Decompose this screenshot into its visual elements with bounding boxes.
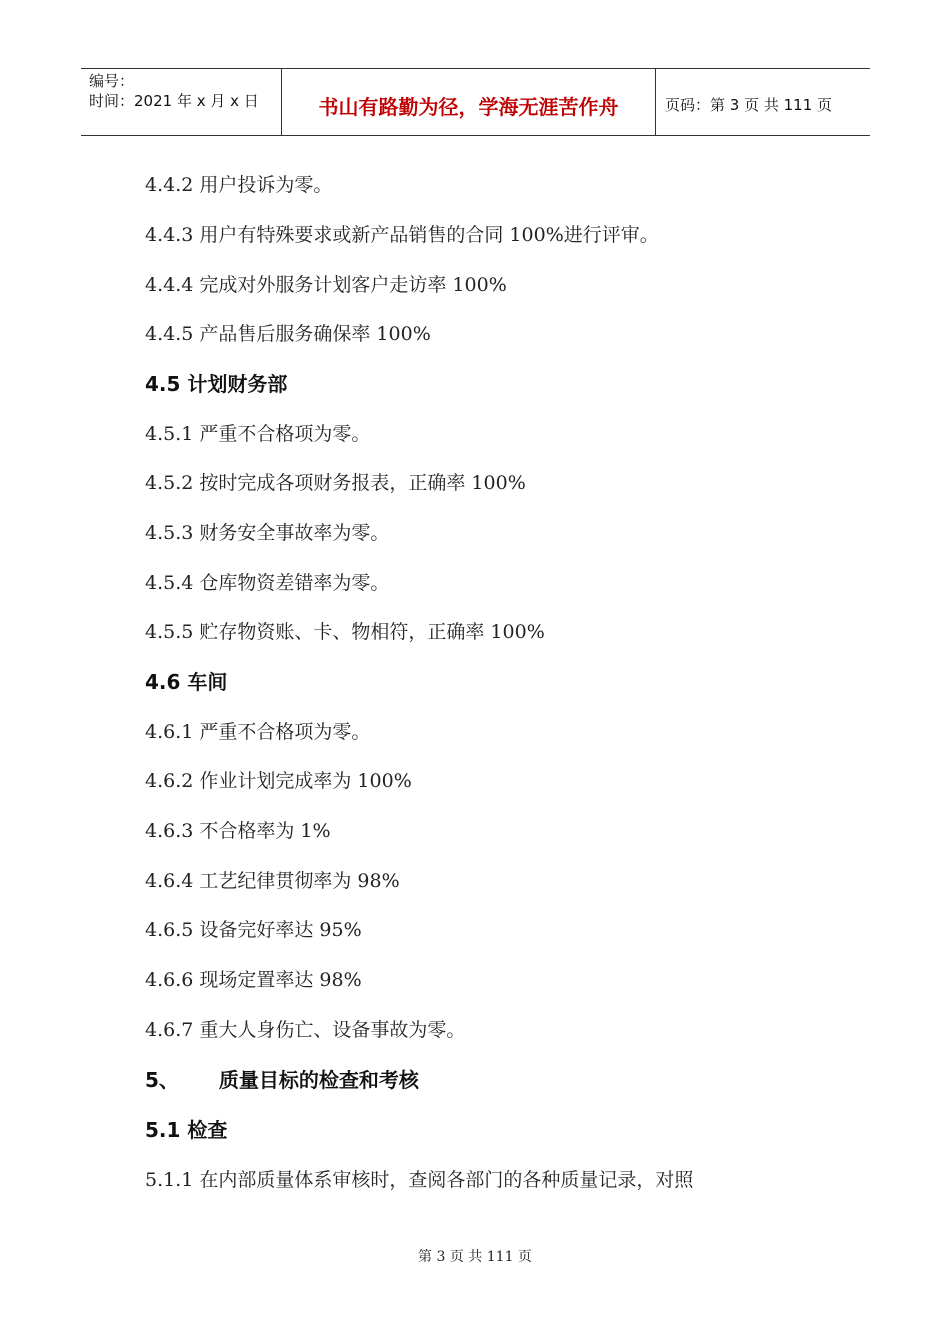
document-date-label: 时间：2021 年 x 月 x 日: [89, 92, 259, 110]
text-line: 4.5.5 贮存物资账、卡、物相符，正确率 100%: [145, 621, 545, 643]
chapter-title: 质量目标的检查和考核: [218, 1068, 419, 1092]
text-line: 4.4.3 用户有特殊要求或新产品销售的合同 100%进行评审。: [145, 224, 659, 246]
text-line: 4.5.4 仓库物资差错率为零。: [145, 572, 390, 594]
document-header: [81, 68, 870, 136]
text-line: 4.6.7 重大人身伤亡、设备事故为零。: [145, 1019, 466, 1041]
text-line: 4.5.3 财务安全事故率为零。: [145, 522, 390, 544]
document-number-label: 编号：: [89, 72, 135, 90]
text-line: 4.5.2 按时完成各项财务报表，正确率 100%: [145, 472, 526, 494]
text-line: 5.1.1 在内部质量体系审核时，查阅各部门的各种质量记录，对照: [145, 1169, 694, 1191]
chapter-number: 5、: [145, 1068, 179, 1092]
text-line: 4.6.4 工艺纪律贯彻率为 98%: [145, 870, 400, 892]
header-page-info: 页码：第 3 页 共 111 页: [665, 96, 833, 114]
text-line: 4.6.6 现场定置率达 98%: [145, 969, 362, 991]
chapter-heading: [145, 1068, 419, 1092]
text-line: 4.4.2 用户投诉为零。: [145, 174, 333, 196]
text-line: 4.5.1 严重不合格项为零。: [145, 423, 371, 445]
section-heading: 4.5 计划财务部: [145, 372, 288, 396]
section-heading: 4.6 车间: [145, 670, 228, 694]
text-line: 4.6.2 作业计划完成率为 100%: [145, 770, 412, 792]
text-line: 4.6.1 严重不合格项为零。: [145, 721, 371, 743]
text-line: 4.4.4 完成对外服务计划客户走访率 100%: [145, 274, 507, 296]
header-left-cell: [81, 69, 282, 135]
text-line: 4.6.3 不合格率为 1%: [145, 820, 331, 842]
section-heading: 5.1 检查: [145, 1118, 228, 1142]
text-line: 4.4.5 产品售后服务确保率 100%: [145, 323, 431, 345]
header-motto: 书山有路勤为径，学海无涯苦作舟: [318, 95, 619, 119]
page-footer: 第 3 页 共 111 页: [418, 1249, 532, 1265]
text-line: 4.6.5 设备完好率达 95%: [145, 919, 362, 941]
header-motto-cell: [282, 69, 656, 135]
header-page-cell: [656, 69, 870, 135]
